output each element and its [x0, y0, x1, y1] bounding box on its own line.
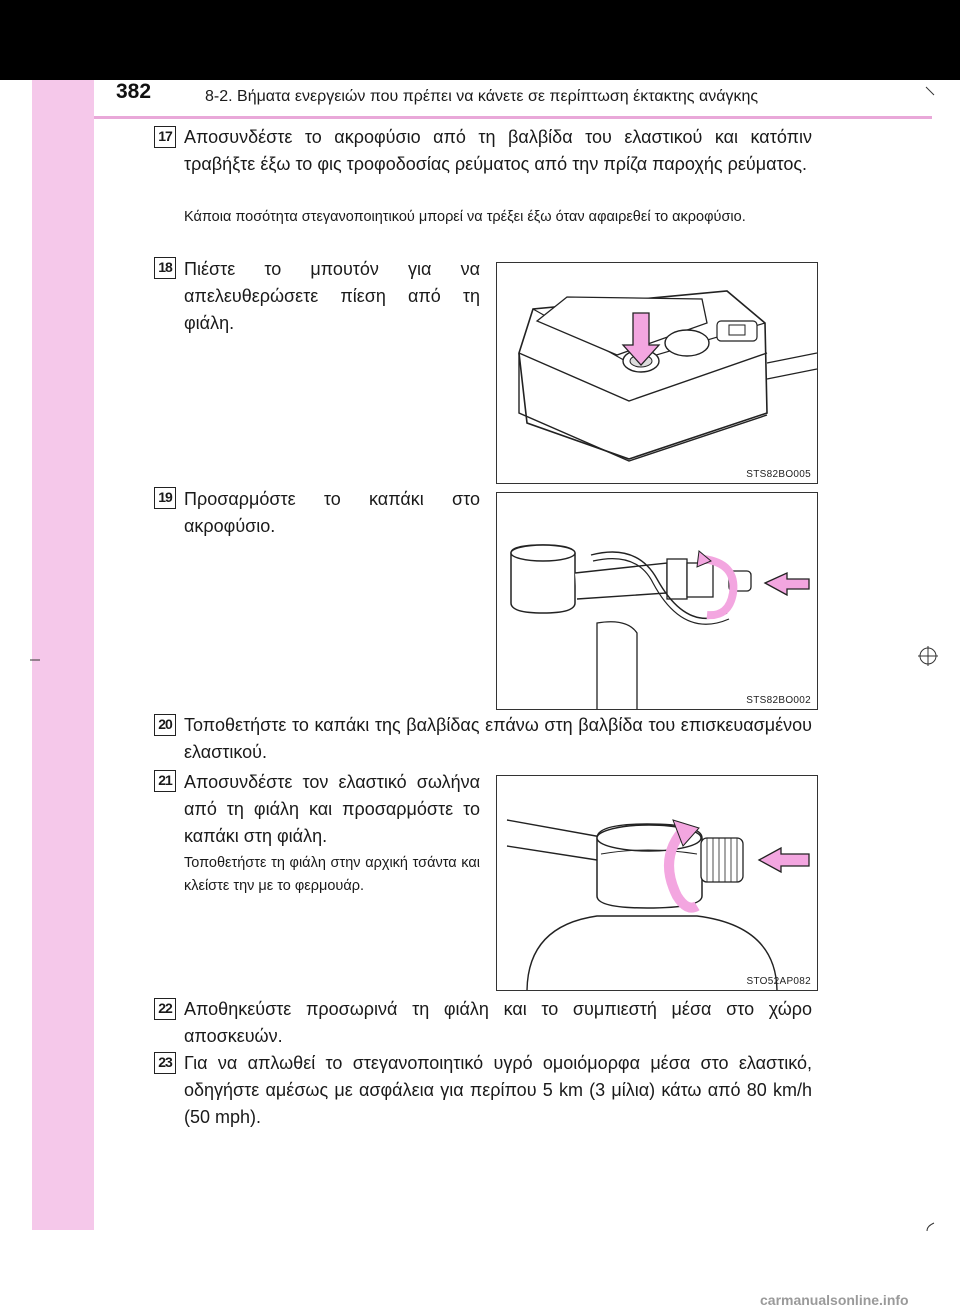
watermark-text: carmanualsonline.info: [760, 1292, 909, 1308]
section-title: 8-2. Βήματα ενεργειών που πρέπει να κάνετε σε περίπτωση έκτακτης ανάγκης: [205, 88, 759, 105]
figure-code: STS82BO002: [746, 695, 811, 706]
step-number: 22: [154, 998, 176, 1020]
crop-mark: [30, 655, 40, 665]
figure-bottle-cap: [496, 775, 818, 991]
step-text: Πιέστε το μπουτόν για να απελευθερώσετε πίεση από τη φιάλη.: [184, 259, 480, 333]
step-number: 19: [154, 487, 176, 509]
step-text: Αποσυνδέστε τον ελαστικό σωλήνα από τη φιάλη και προσαρμόστε το καπάκι στη φιάλη.: [184, 772, 480, 846]
step-number: 17: [154, 126, 176, 148]
bottle-cap-illustration: [497, 776, 818, 991]
header-rule: [94, 116, 932, 119]
crop-mark: [925, 86, 935, 96]
page-number: 382: [116, 80, 152, 103]
step-note: Κάποια ποσότητα στεγανοποιητικού μπορεί να τρέξει έξω όταν αφαιρεθεί το ακροφύσιο.: [184, 209, 746, 225]
step-text: Αποθηκεύστε προσωρινά τη φιάλη και το συμπιεστή μέσα στο χώρο αποσκευών.: [184, 999, 812, 1046]
step-text: Αποσυνδέστε το ακροφύσιο από τη βαλβίδα του ελαστικού και κατόπιν τραβήξτε έξω το φις τροφοδοσίας ρεύματος από την πρίζα παροχής ρεύματος.: [184, 127, 812, 174]
step-note: Τοποθετήστε τη φιάλη στην αρχική τσάντα και κλείστε την με το φερμουάρ.: [184, 855, 480, 894]
step-number: 21: [154, 770, 176, 792]
figure-code: STO52AP082: [746, 976, 811, 987]
top-black-band: [0, 0, 960, 80]
figure-compressor-button: [496, 262, 818, 484]
crop-mark: [918, 646, 938, 666]
step-text: Για να απλωθεί το στεγανοποιητικό υγρό ομοιόμορφα μέσα στο ελαστικό, οδηγήστε αμέσως με ασφάλεια για περίπου 5 km (3 μίλια) κάτω από 80 km/h (50 mph).: [184, 1053, 812, 1127]
section-sidebar-tab: [32, 80, 94, 1230]
nozzle-cap-illustration: [497, 493, 818, 710]
step-text: Τοποθετήστε το καπάκι της βαλβίδας επάνω στη βαλβίδα του επισκευασμένου ελαστικού.: [184, 715, 812, 762]
step-number: 18: [154, 257, 176, 279]
compressor-illustration: [497, 263, 818, 484]
step-number: 20: [154, 714, 176, 736]
figure-nozzle-cap: [496, 492, 818, 710]
figure-code: STS82BO005: [746, 469, 811, 480]
step-text: Προσαρμόστε το καπάκι στο ακροφύσιο.: [184, 489, 480, 536]
crop-mark: [925, 1222, 935, 1232]
step-number: 23: [154, 1052, 176, 1074]
